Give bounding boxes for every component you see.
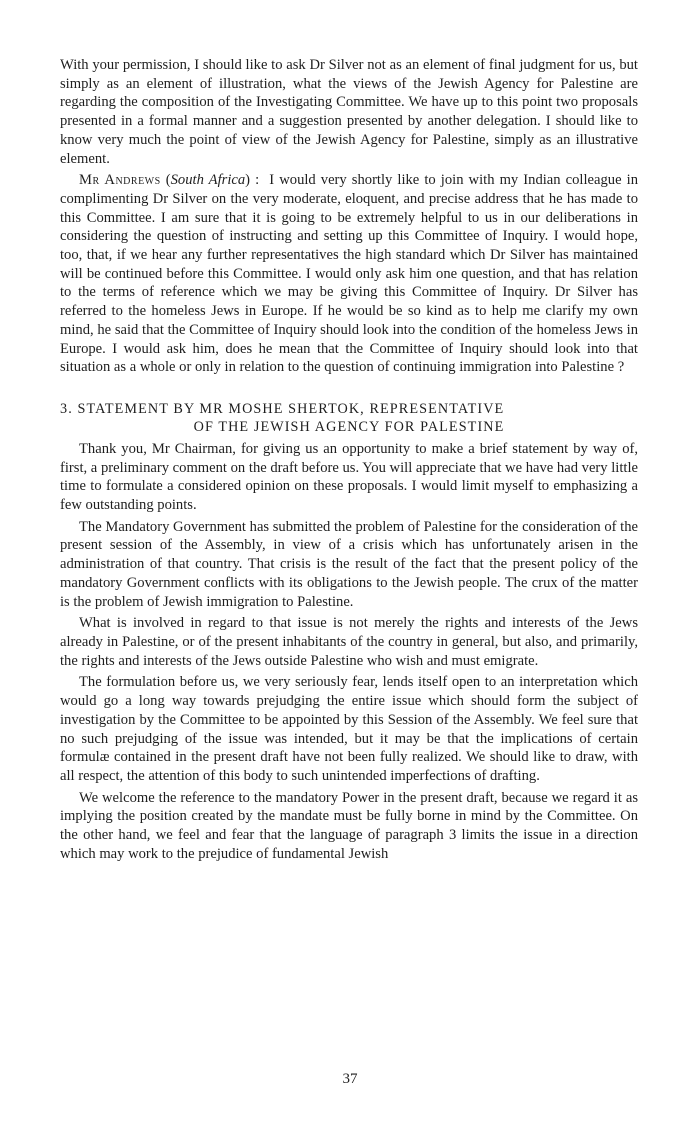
paragraph-mandatory-government: The Mandatory Government has submitted the problem of Palestine for the consideration of the present session of the Assembly, in view of a crisis which has unfortunately arisen in the administration of that country. That crisis is the result of the fact that the present policy of the mandatory Government conflicts with its obligations to the Jewish people. The crux of the matter is the problem of Jewish immigration to Palestine. (60, 518, 638, 610)
section-heading (60, 400, 638, 437)
paragraph-andrews: Mr Andrews (South Africa) : I would very shortly like to join with my Indian colleague in complimenting Dr Silver on the very moderate, eloquent, and precise address that he has made to this Committee. I am sure that it is going to be extremely helpful to us in our deliberations in considering the question of instructing and setting up this Committee of Inquiry. I would hope, too, that, if we hear any further representatives the high standard which Dr Silver has maintained will be continued before this Committee. I would only ask him one question, and that has relation to the terms of reference which we may be giving this Committee of Inquiry. Dr Silver has referred to the homeless Jews in Europe. If he would be so kind as to help me clarify my own mind, he said that the Committee of Inquiry should look into the condition of the homeless Jews in Europe. I would ask him, does he mean that the Committee of Inquiry should look into that situation as a whole or only in relation to the question of continuing immigration into Palestine ? (60, 172, 638, 376)
paragraph-silver-question: With your permission, I should like to ask Dr Silver not as an element of final judgment for us, but simply as an element of illustration, what the views of the Jewish Agency for Palestine are regarding the composition of the Investigating Committee. We have up to this point two proposals presented in a formal manner and a suggestion presented by another delegation. I should like to know very much the point of view of the Jewish Agency for Palestine, simply as an illustrative element. (60, 57, 638, 167)
paragraph-thanks: Thank you, Mr Chairman, for giving us an opportunity to make a brief statement by way of, first, a preliminary comment on the draft before us. You will appreciate that we have had very little time to formulate a considered opinion on these proposals. I would limit myself to emphasizing a few outstanding points. (60, 440, 638, 514)
section-heading-line-1: 3. STATEMENT BY MR MOSHE SHERTOK, REPRESENTATIVE (60, 400, 505, 417)
andrews-remarks: I would very shortly like to join with my Indian colleague in complimenting Dr Silver on the very moderate, eloquent, and precise address that he has made to this Committee. I am sure that it is going to be extremely helpful to us in our deliberations in considering the question of instructing and setting up this Committee of Inquiry. I would hope, too, that, if we hear any further representatives the high standard which Dr Silver has maintained will be continued before this Committee. I would only ask him one question, and that has relation to the terms of reference which we may be giving this Committee of Inquiry. Dr Silver has referred to the homeless Jews in Europe. If he would be so kind as to help me clarify my own mind, he said that the Committee of Inquiry should look into the condition of the homeless Jews in Europe. I would ask him, does he mean that the Committee of Inquiry should look into that situation as a whole or only in relation to the question of continuing immigration into Palestine ? (60, 172, 638, 376)
paragraph-what-is-involved: What is involved in regard to that issue is not merely the rights and interests of the Jews already in Palestine, or of the present inhabitants of the country in general, but also, and primarily, the rights and interests of the Jews outside Palestine who wish and must emigrate. (60, 615, 638, 669)
paragraph-formulation: The formulation before us, we very seriously fear, lends itself open to an interpretation which would go a long way towards prejudging the entire issue which should form the subject of investigation by the Committee to be appointed by this Session of the Assembly. We feel sure that no such prejudging of the issue was intended, but it may be that the implications of certain formulæ contained in the present draft have not been fully realized. We should like to draw, with all respect, the attention of this body to such unintended imperfections of drafting. (60, 674, 638, 784)
document-page (60, 56, 638, 863)
speaker-name: Mr Andrews (79, 172, 161, 189)
section-heading-line-2: OF THE JEWISH AGENCY FOR PALESTINE (193, 419, 505, 436)
paragraph-welcome-reference: We welcome the reference to the mandatory Power in the present draft, because we regard it as implying the position created by the mandate must be fully borne in mind by the Committee. On the other hand, we feel and fear that the language of paragraph 3 limits the issue in a direction which may work to the prejudice of fundamental Jewish (60, 789, 638, 862)
page-number: 37 (342, 1071, 358, 1087)
speaker-country: South Africa (170, 172, 246, 189)
